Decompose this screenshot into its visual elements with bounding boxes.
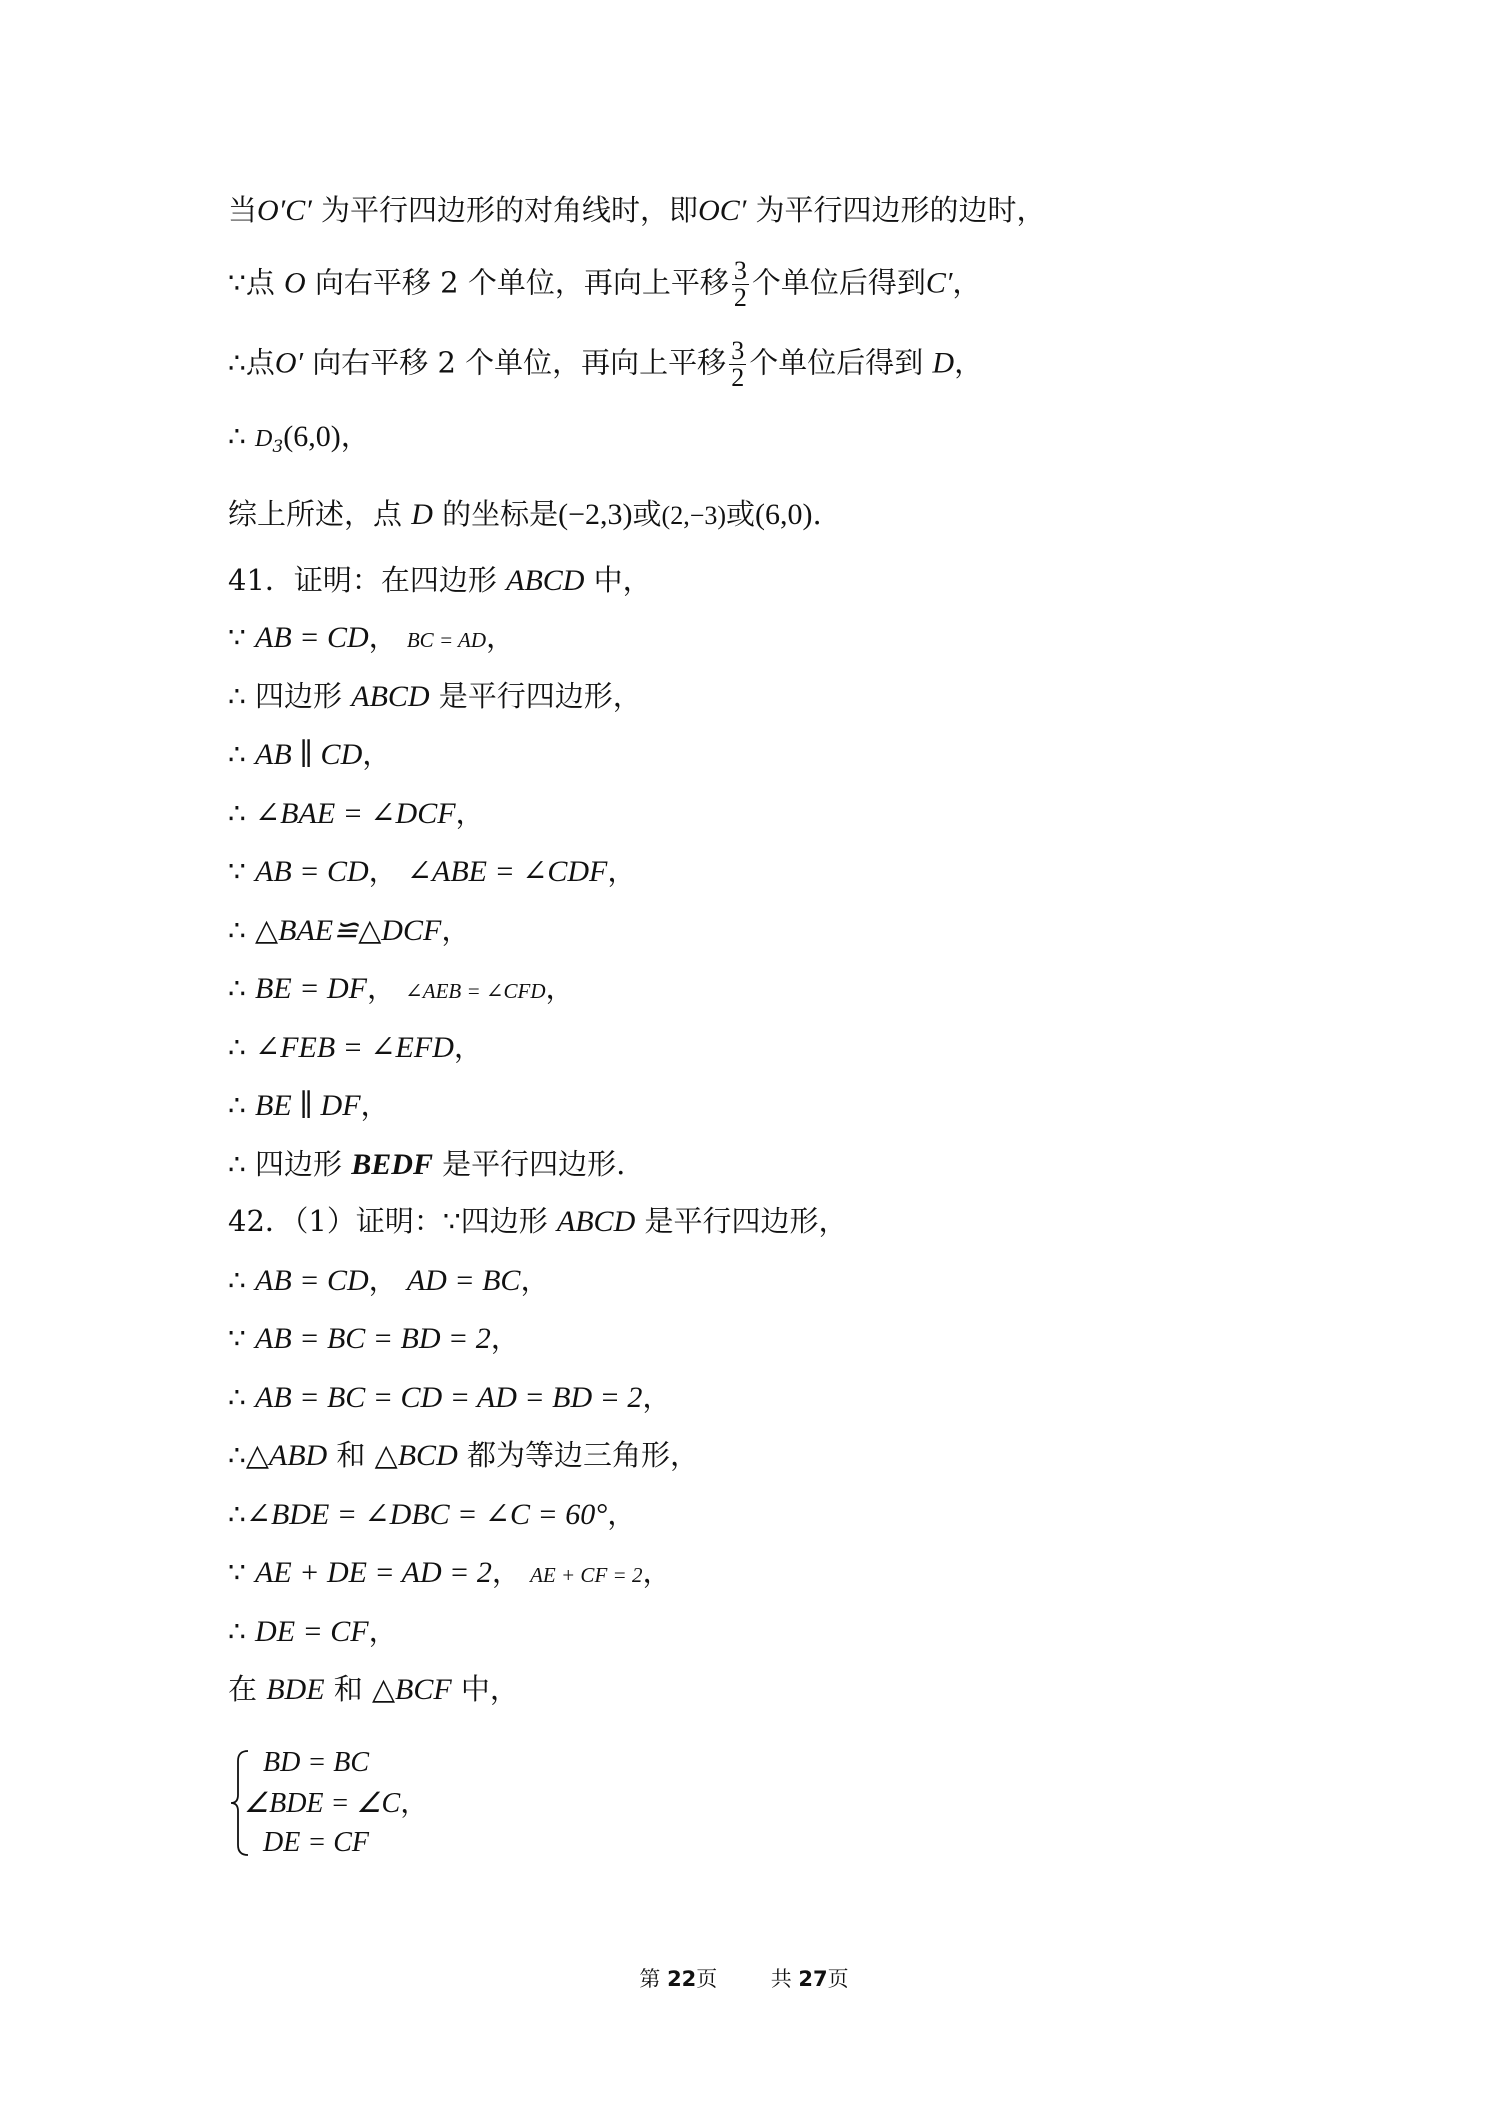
text-line: ∵ AB = BC = BD = 2， <box>228 1321 520 1355</box>
fraction: $\frac{3}{2}$ <box>733 256 747 312</box>
text-line: ∵ AE + DE = AD = 2， AE + CF = 2， <box>228 1555 672 1589</box>
equation-row: ∠BDE = ∠C， <box>244 1786 429 1819</box>
text-line: 41．证明：在四边形 ABCD 中， <box>228 563 652 597</box>
text-line: ∴ AB = CD， AD = BC， <box>228 1263 550 1297</box>
text-line: 综上所述，点 D 的坐标是(−2,3)或(2,−3)或(6,0). <box>228 497 822 531</box>
page-footer: 第 22页 共 27页 <box>639 1967 849 1991</box>
text-line: ∴ $D_3(6,0)$， <box>228 419 370 457</box>
equation-row: DE = CF <box>263 1827 369 1858</box>
text-line: ∴点O′ 向右平移 2 个单位，再向上平移 $\frac{3}{2}$ 个单位后得到 D， <box>228 336 984 392</box>
text-line: ∵ AB = CD， ∠ABE = ∠CDF， <box>228 854 637 888</box>
text-line: ∵ AB = CD， BC = AD， <box>228 620 515 654</box>
text-line: ∴ DE = CF， <box>228 1614 398 1648</box>
text-line: ∴ △BAE≌△DCF， <box>228 913 471 947</box>
text-line: ∴ 四边形 ABCD 是平行四边形， <box>228 679 642 713</box>
text-line: 当O′C′ 为平行四边形的对角线时，即OC′ 为平行四边形的边时， <box>228 193 1046 227</box>
text-line: ∴ BE ∥ DF， <box>228 1088 390 1122</box>
text-line: ∴△ABD 和 △BCD 都为等边三角形， <box>228 1438 699 1472</box>
text-line: 在 BDE 和 △BCF 中， <box>228 1672 519 1706</box>
text-line: ∴ 四边形 BEDF 是平行四边形. <box>228 1147 626 1181</box>
text-line: ∴ BE = DF， ∠AEB = ∠CFD， <box>228 971 575 1005</box>
text-line: ∴ ∠FEB = ∠EFD， <box>228 1030 483 1064</box>
fraction: $\frac{3}{2}$ <box>731 336 745 392</box>
text-line: ∵点 O 向右平移 2 个单位，再向上平移 $\frac{3}{2}$ 个单位后得到C′， <box>228 256 982 312</box>
equation-row: BD = BC <box>263 1747 369 1778</box>
text-line: ∴ AB = BC = CD = AD = BD = 2， <box>228 1380 672 1414</box>
text-line: ∴ AB ∥ CD， <box>228 737 392 771</box>
text-line: 42．（1）证明：∵四边形 ABCD 是平行四边形， <box>228 1204 848 1238</box>
text-line: ∴ ∠BAE = ∠DCF， <box>228 796 485 830</box>
text-line: ∴∠BDE = ∠DBC = ∠C = 60°， <box>228 1497 637 1531</box>
